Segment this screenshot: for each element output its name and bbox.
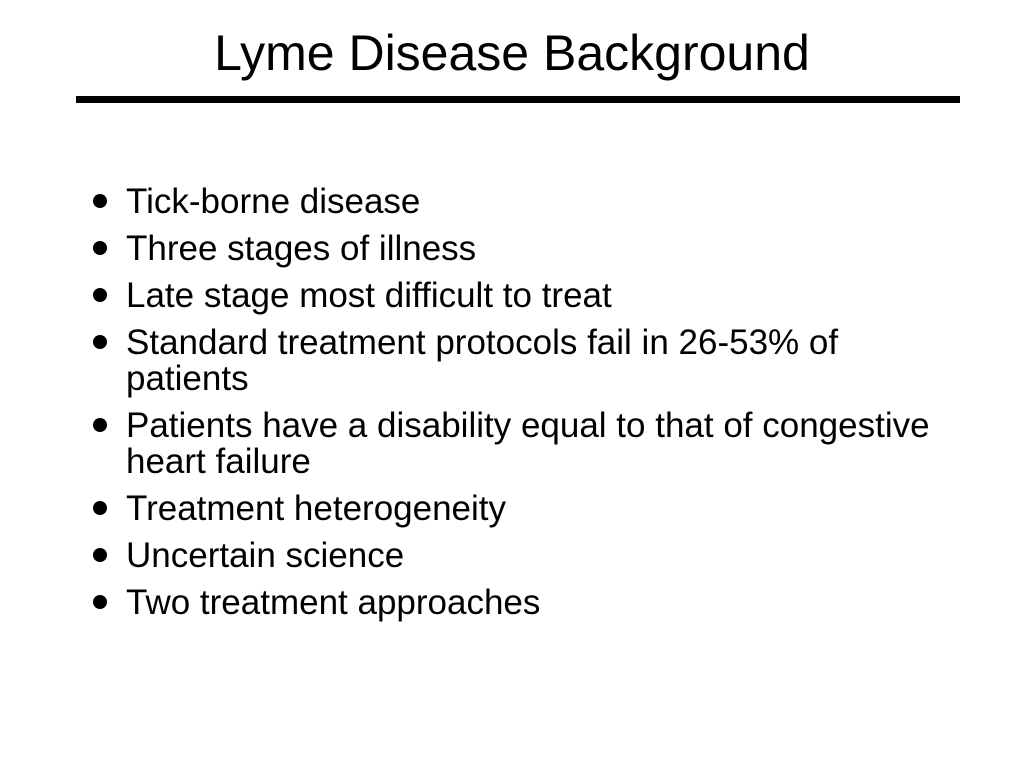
bullet-icon <box>93 548 107 562</box>
bullet-icon <box>93 288 107 302</box>
bullet-item <box>90 278 970 314</box>
bullet-text: Uncertain science <box>126 536 405 575</box>
bullet-text: Late stage most difficult to treat <box>126 276 612 315</box>
bullet-text: Standard treatment protocols fail in 26-53% of patients <box>126 323 839 398</box>
bullet-text: Treatment heterogeneity <box>126 489 507 528</box>
bullet-icon <box>93 595 107 609</box>
bullet-item <box>90 538 970 574</box>
bullet-item <box>90 231 970 267</box>
bullet-item <box>90 585 970 621</box>
bullet-icon <box>93 418 107 432</box>
bullet-item <box>90 325 970 397</box>
bullet-text: Patients have a disability equal to that of congestive heart failure <box>126 406 930 481</box>
bullet-text: Tick-borne disease <box>126 182 421 221</box>
bullet-icon <box>93 241 107 255</box>
bullet-item <box>90 491 970 527</box>
bullet-icon <box>93 501 107 515</box>
slide-title: Lyme Disease Background <box>214 25 810 81</box>
bullet-icon <box>93 335 107 349</box>
bullet-item <box>90 184 970 220</box>
bullet-text: Three stages of illness <box>126 229 477 268</box>
bullet-list <box>90 184 970 632</box>
title-underline <box>76 96 960 103</box>
bullet-item <box>90 408 970 480</box>
bullet-icon <box>93 194 107 208</box>
bullet-text: Two treatment approaches <box>126 583 541 622</box>
